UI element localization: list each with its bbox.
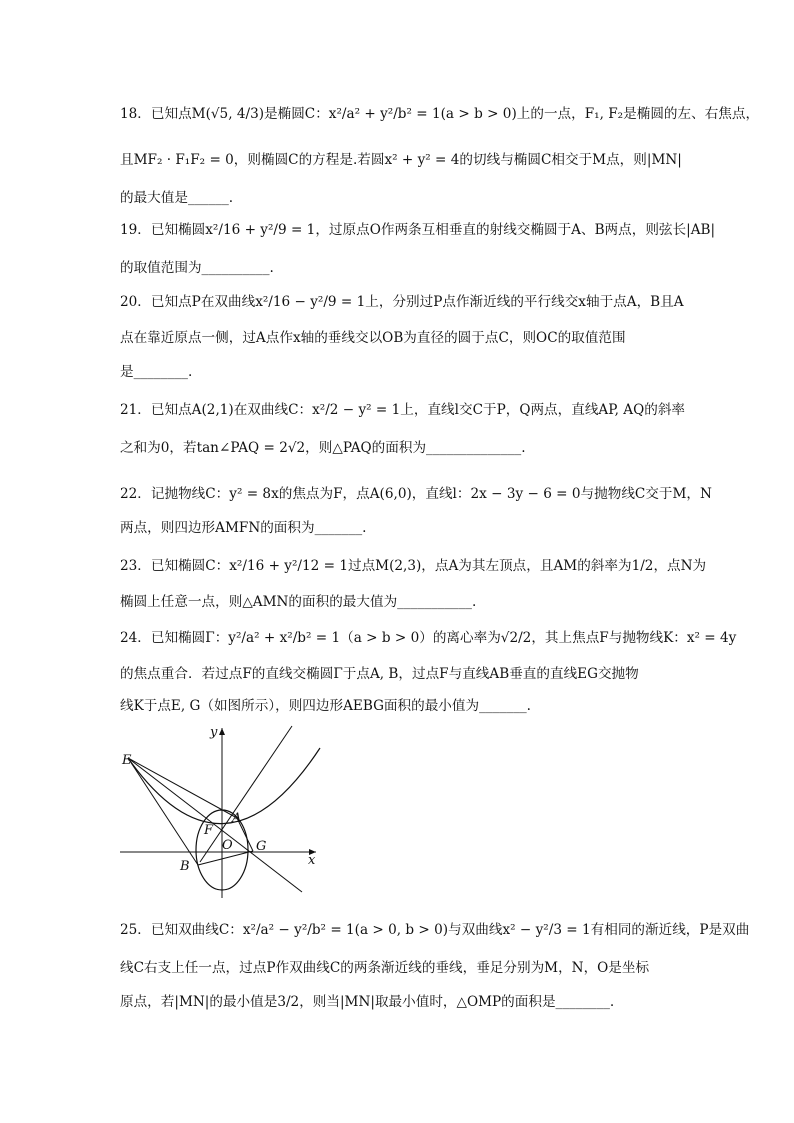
line-ab — [200, 726, 292, 862]
label-y: y — [210, 725, 218, 740]
problem-25-line-3: 原点，若|MN|的最小值是3/2，则当|MN|取最小值时，△OMP的面积是________. — [120, 994, 615, 1010]
figure-ellipse-parabola — [116, 722, 326, 902]
geometry-diagram — [116, 722, 326, 902]
segment-ea — [128, 758, 237, 818]
problem-22-line-1: 22．记抛物线C：y² = 8x的焦点为F，点A(6,0)，直线l：2x − 3y − 6 = 0与抛物线C交于M，N — [120, 486, 712, 502]
line-eg — [128, 758, 302, 892]
label-e: E — [122, 753, 132, 768]
parabola-k — [128, 748, 320, 824]
label-x: x — [308, 853, 316, 868]
label-f: F — [204, 823, 214, 838]
problem-21-line-1: 21．已知点A(2,1)在双曲线C：x²/2 − y² = 1上，直线l交C于P，Q两点，直线AP, AQ的斜率 — [120, 402, 686, 418]
problem-23-line-1: 23．已知椭圆C：x²/16 + y²/12 = 1过点M(2,3)，点A为其左顶点，且AM的斜率为1/2，点N为 — [120, 558, 707, 574]
label-b: B — [180, 859, 190, 874]
problem-18-line-3: 的最大值是______. — [120, 190, 234, 206]
problem-18-line-2: 且MF₂ · F₁F₂ = 0，则椭圆C的方程是.若圆x² + y² = 4的切线与椭圆C相交于M点，则|MN| — [120, 152, 682, 168]
label-o: O — [222, 838, 233, 853]
y-axis-arrow — [219, 728, 225, 735]
problem-19-line-1: 19．已知椭圆x²/16 + y²/9 = 1，过原点O作两条互相垂直的射线交椭圆于A、B两点，则弦长|AB| — [120, 222, 716, 238]
segment-eb — [128, 758, 198, 865]
label-a: A — [232, 811, 242, 826]
problem-21-line-2: 之和为0，若tan∠PAQ = 2√2，则△PAQ的面积为______________. — [120, 440, 526, 456]
problem-24-line-1: 24．已知椭圆Γ：y²/a² + x²/b² = 1（a > b > 0）的离心率为√2/2，其上焦点F与抛物线K：x² = 4y — [120, 630, 737, 646]
problem-18-line-1: 18．已知点M(√5, 4/3)是椭圆C：x²/a² + y²/b² = 1(a > b > 0)上的一点，F₁, F₂是椭圆的左、右焦点， — [120, 106, 760, 122]
problem-25-line-2: 线C右支上任一点，过点P作双曲线C的两条渐近线的垂线，垂足分别为M，N，O是坐标 — [120, 960, 650, 976]
problem-22-line-2: 两点，则四边形AMFN的面积为_______. — [120, 520, 367, 536]
problem-19-line-2: 的取值范围为__________. — [120, 260, 274, 276]
problem-20-line-3: 是________. — [120, 364, 193, 380]
label-g: G — [256, 839, 267, 854]
problem-23-line-2: 椭圆上任意一点，则△AMN的面积的最大值为___________. — [120, 594, 477, 610]
problem-24-line-2: 的焦点重合．若过点F的直线交椭圆Γ于点A, B，过点F与直线AB垂直的直线EG交抛物 — [120, 666, 639, 682]
problem-20-line-2: 点在靠近原点一侧，过A点作x轴的垂线交以OB为直径的圆于点C，则OC的取值范围 — [120, 330, 626, 346]
problem-25-line-1: 25．已知双曲线C：x²/a² − y²/b² = 1(a > 0, b > 0)与双曲线x² − y²/3 = 1有相同的渐近线，P是双曲 — [120, 922, 750, 938]
problem-24-line-3: 线K于点E, G（如图所示），则四边形AEBG面积的最小值为_______. — [120, 698, 531, 714]
problem-20-line-1: 20．已知点P在双曲线x²/16 − y²/9 = 1上，分别过P点作渐近线的平行线交x轴于点A，B且A — [120, 294, 684, 310]
